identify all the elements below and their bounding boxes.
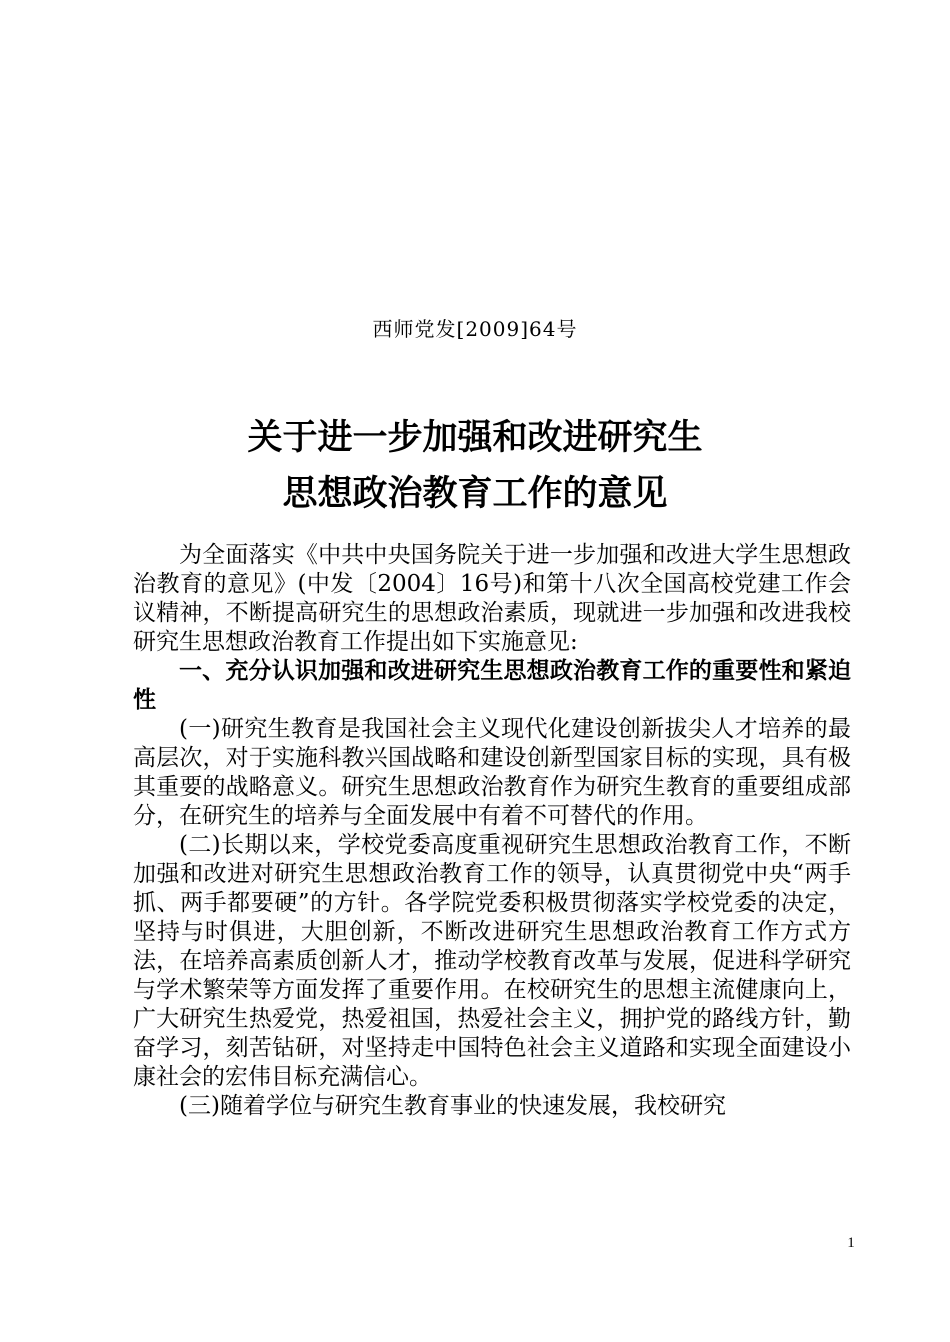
title-line-2: 思想政治教育工作的意见: [282, 474, 668, 514]
document-body: [133, 541, 851, 1121]
intro-paragraph: 为全面落实《中共中央国务院关于进一步加强和改进大学生思想政治教育的意见》(中发〔2004〕16号)和第十八次全国高校党建工作会议精神，不断提高研究生的思想政治素质，现就进一步加强和改进我校研究生思想政治教育工作提出如下实施意见:: [133, 542, 851, 655]
document-number: 西师党发[2009]64号: [372, 317, 578, 341]
paragraph-item-2: (二)长期以来，学校党委高度重视研究生思想政治教育工作，不断加强和改进对研究生思想政治教育工作的领导，认真贯彻党中央“两手抓、两手都要硬”的方针。各学院党委积极贯彻落实学校党委的决定，坚持与时俱进，大胆创新，不断改进研究生思想政治教育工作方式方法，在培养高素质创新人才，推动学校教育改革与发展，促进科学研究与学术繁荣等方面发挥了重要作用。在校研究生的思想主流健康向上，广大研究生热爱党，热爱祖国，热爱社会主义，拥护党的路线方针，勤奋学习，刻苦钻研，对坚持走中国特色社会主义道路和实现全面建设小康社会的宏伟目标充满信心。: [133, 832, 851, 1090]
document-title: [0, 410, 950, 522]
paragraph-item-1: (一)研究生教育是我国社会主义现代化建设创新拔尖人才培养的最高层次，对于实施科教兴国战略和建设创新型国家目标的实现，具有极其重要的战略意义。研究生思想政治教育作为研究生教育的重要组成部分，在研究生的培养与全面发展中有着不可替代的作用。: [133, 716, 851, 829]
title-line-1: 关于进一步加强和改进研究生: [247, 418, 703, 458]
paragraph-item-3: (三)随着学位与研究生教育事业的快速发展，我校研究: [179, 1093, 726, 1119]
page-number: 1: [847, 1235, 855, 1251]
section-heading-1: 一、充分认识加强和改进研究生思想政治教育工作的重要性和紧迫性: [133, 658, 851, 713]
